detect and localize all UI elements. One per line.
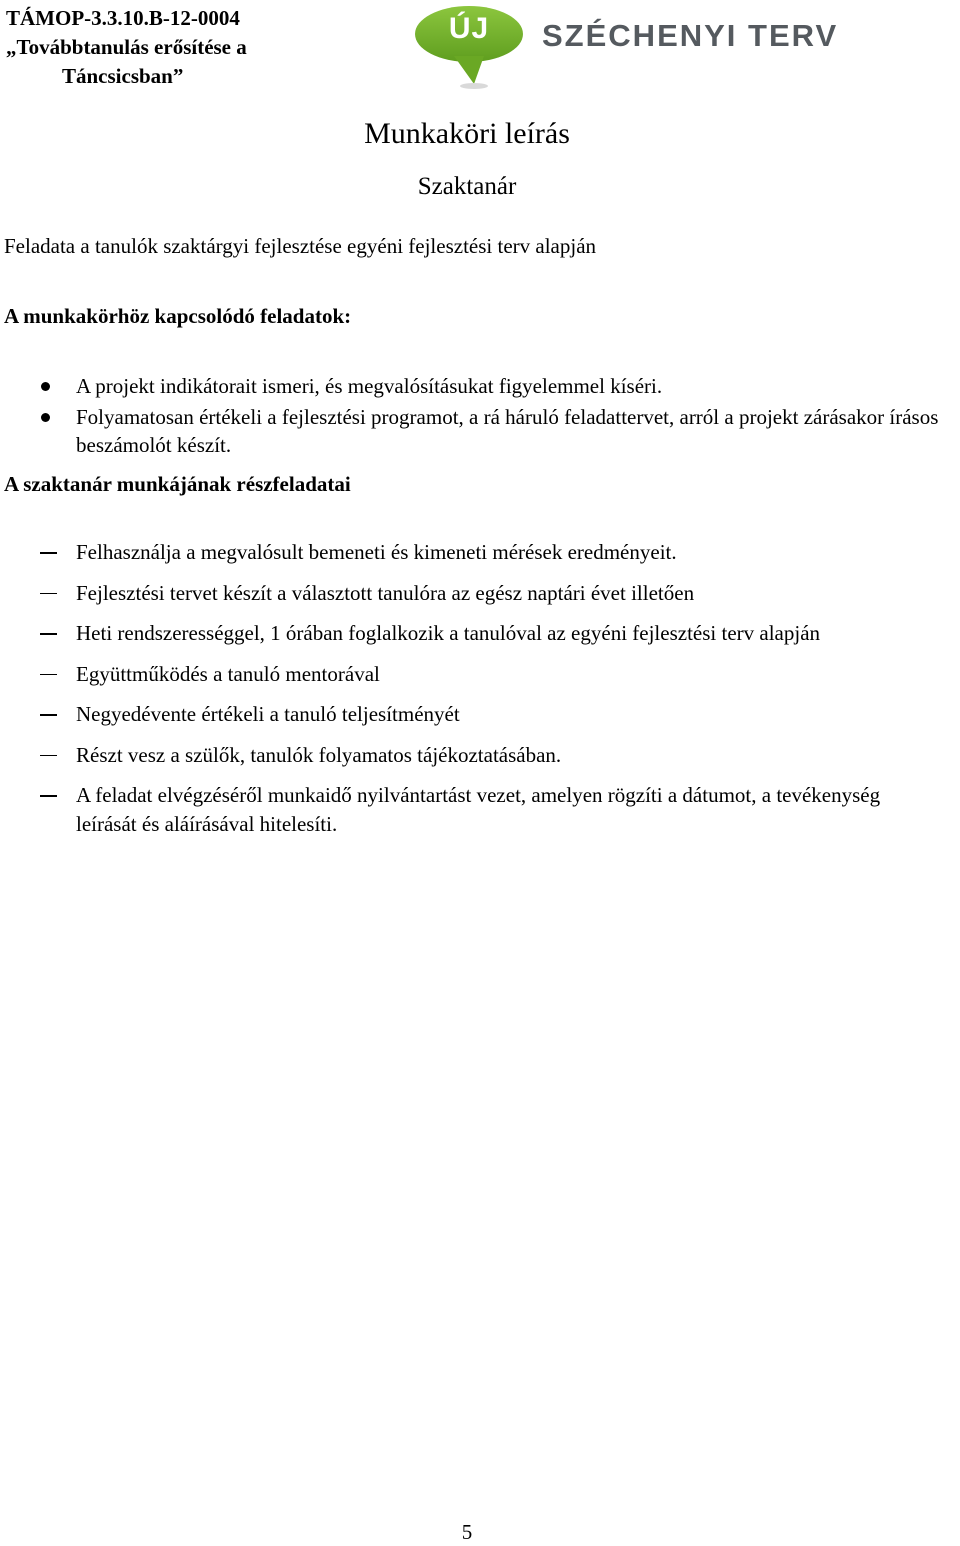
speech-bubble-icon: [414, 4, 532, 90]
list-item-text: Együttműködés a tanuló mentorával: [76, 661, 380, 686]
dash-icon: [40, 755, 57, 757]
dash-icon: [40, 552, 57, 554]
bullet-icon: [41, 413, 50, 422]
section-heading-tasks: A munkakörhöz kapcsolódó feladatok:: [4, 304, 352, 328]
list-item: [0, 579, 940, 608]
list-item: [0, 619, 940, 648]
list-item-text: Fejlesztési tervet készít a választott tanulóra az egész naptári évet illetően: [76, 580, 695, 605]
list-item: [0, 660, 940, 689]
list-item-text: Részt vesz a szülők, tanulók folyamatos tájékoztatásában.: [76, 742, 562, 767]
szechenyi-terv-logo: [414, 4, 958, 90]
list-item: [0, 403, 940, 460]
bullet-icon: [41, 382, 50, 391]
dash-icon: [40, 714, 57, 716]
list-item-text: A feladat elvégzéséről munkaidő nyilvántartást vezet, amelyen rögzíti a dátumot, a tevékenység leírását és aláírásával hitelesíti.: [76, 783, 881, 836]
list-item-text: Negyedévente értékeli a tanuló teljesítményét: [76, 702, 460, 726]
dash-icon: [40, 674, 57, 676]
intro-paragraph: Feladata a tanulók szaktárgyi fejlesztése egyéni fejlesztési terv alapján: [4, 234, 597, 258]
list-item-text: Felhasználja a megvalósult bemeneti és kimeneti mérések eredményeit.: [76, 540, 677, 564]
project-name-line-1: „Továbbtanulás erősítése a: [6, 35, 247, 59]
list-item-text: Folyamatosan értékeli a fejlesztési programot, a rá háruló feladattervet, arról a projekt zárásakor írásos beszámolót készít.: [76, 404, 939, 457]
list-item: [0, 700, 940, 729]
document-title: Munkaköri leírás: [364, 117, 570, 150]
page-number: 5: [461, 1520, 473, 1544]
subtasks-dash-list: [0, 538, 940, 850]
logo-wordmark: SZÉCHENYI TERV: [542, 18, 839, 53]
dash-icon: [40, 593, 57, 595]
project-code: TÁMOP-3.3.10.B-12-0004: [6, 6, 240, 30]
list-item: [0, 372, 940, 401]
dash-icon: [40, 633, 57, 635]
list-item: [0, 781, 940, 838]
list-item: [0, 538, 940, 567]
document-subtitle: Szaktanár: [417, 173, 517, 200]
bubble-text: ÚJ: [448, 12, 490, 45]
list-item: [0, 741, 940, 770]
list-item-text: A projekt indikátorait ismeri, és megvalósításukat figyelemmel kíséri.: [76, 374, 663, 398]
project-header: [6, 4, 336, 91]
dash-icon: [40, 795, 57, 797]
section-heading-subtasks: A szaktanár munkájának részfeladatai: [4, 472, 351, 496]
list-item-text: Heti rendszerességgel, 1 órában foglalkozik a tanulóval az egyéni fejlesztési terv alapján: [76, 621, 821, 645]
tasks-bullet-list: [0, 372, 940, 460]
project-name-line-2: Táncsicsban”: [62, 64, 184, 88]
